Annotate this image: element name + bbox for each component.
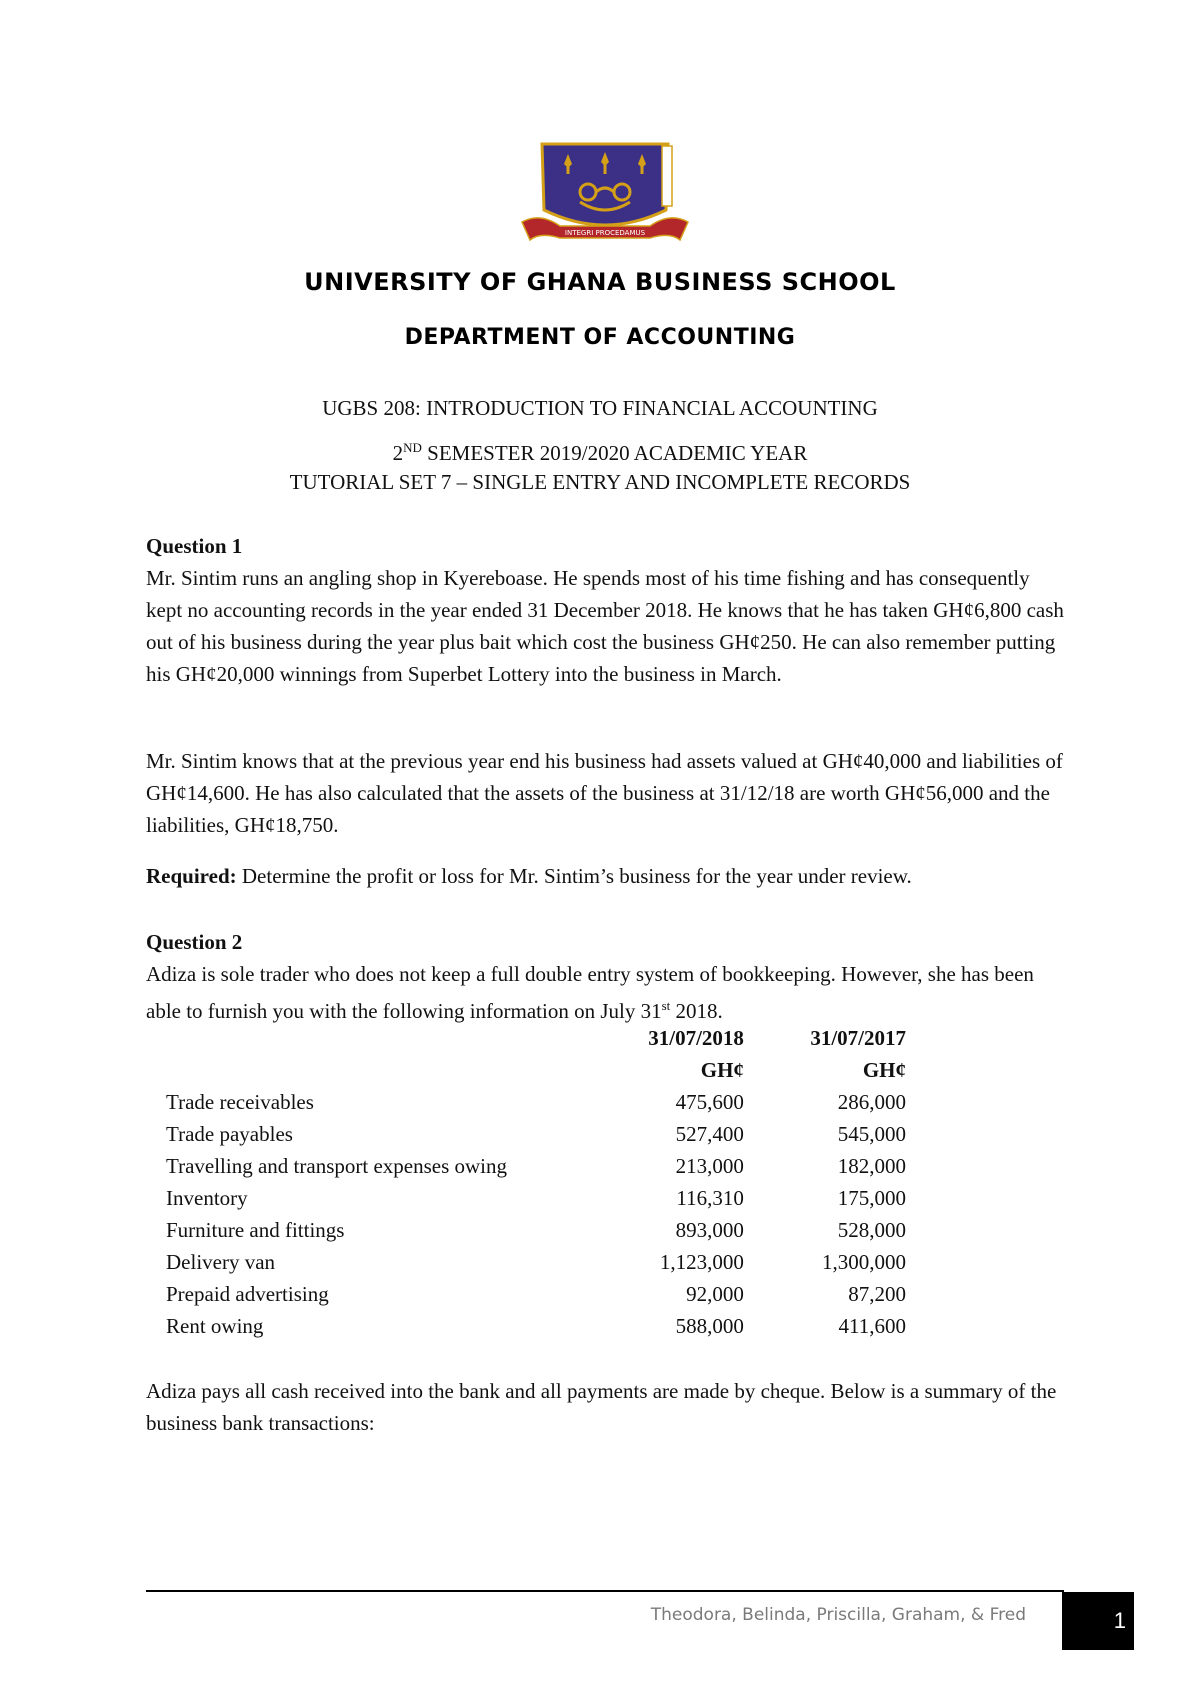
- question-2-intro: Adiza is sole trader who does not keep a full double entry system of bookkeeping. However, she has been able to furnish you with the following information on July 31: [146, 962, 1034, 1023]
- col-2018-unit: GH¢: [700, 1058, 744, 1082]
- table-row: [146, 1118, 906, 1150]
- col-2017-unit: GH¢: [862, 1058, 906, 1082]
- semester-ordinal: ND: [403, 440, 422, 455]
- value-2017: 411,600: [838, 1314, 906, 1338]
- value-2017: 545,000: [837, 1122, 906, 1146]
- row-label: Prepaid advertising: [166, 1282, 329, 1306]
- footer-authors: Theodora, Belinda, Priscilla, Graham, & Fred: [650, 1605, 1026, 1625]
- footer-divider: [146, 1590, 1064, 1592]
- row-label: Inventory: [166, 1186, 248, 1210]
- required-text: Determine the profit or loss for Mr. Sintim’s business for the year under review.: [236, 864, 912, 888]
- col-2017-date: 31/07/2017: [810, 1026, 906, 1050]
- question-1-paragraph-2: Mr. Sintim knows that at the previous year end his business had assets valued at GH¢40,000 and liabilities of GH¢14,600. He has also calculated that the assets of the business at 31/12/18 are worth GH¢56,000 and the liabilities, GH¢18,750.: [146, 749, 1063, 837]
- row-label: Trade payables: [166, 1122, 293, 1146]
- page-number: 1: [1062, 1592, 1134, 1650]
- table-row: [146, 1278, 906, 1310]
- question-1-title: Question 1: [146, 534, 243, 558]
- table-row: [146, 1150, 906, 1182]
- table-row: [146, 1246, 906, 1278]
- question-2-title: Question 2: [146, 930, 243, 954]
- course-title: UGBS 208: INTRODUCTION TO FINANCIAL ACCOUNTING: [322, 396, 878, 420]
- value-2018: 527,400: [675, 1122, 744, 1146]
- question-2-paragraph-1: [146, 958, 1066, 1027]
- value-2017: 87,200: [848, 1282, 906, 1306]
- question-2-intro-end: 2018.: [670, 999, 723, 1023]
- value-2017: 286,000: [837, 1090, 906, 1114]
- semester-text: SEMESTER 2019/2020 ACADEMIC YEAR: [421, 441, 808, 465]
- balances-table: [146, 1022, 906, 1342]
- value-2018: 116,310: [676, 1186, 744, 1210]
- table-header-row: [146, 1022, 906, 1054]
- value-2018: 475,600: [675, 1090, 744, 1114]
- table-row: [146, 1086, 906, 1118]
- question-1-required: [146, 860, 1066, 892]
- table-row: [146, 1310, 906, 1342]
- value-2018: 1,123,000: [659, 1250, 744, 1274]
- value-2018: 893,000: [675, 1218, 744, 1242]
- department-title: DEPARTMENT OF ACCOUNTING: [404, 325, 796, 350]
- value-2017: 175,000: [837, 1186, 906, 1210]
- row-label: Furniture and fittings: [166, 1218, 345, 1242]
- table-unit-row: [146, 1054, 906, 1086]
- value-2017: 182,000: [837, 1154, 906, 1178]
- value-2017: 528,000: [837, 1218, 906, 1242]
- tutorial-title: TUTORIAL SET 7 – SINGLE ENTRY AND INCOMPLETE RECORDS: [289, 470, 911, 494]
- value-2017: 1,300,000: [822, 1250, 906, 1274]
- semester-number: 2: [392, 441, 404, 465]
- table-row: [146, 1214, 906, 1246]
- required-label: Required:: [146, 864, 237, 888]
- row-label: Delivery van: [166, 1250, 276, 1274]
- university-crest-logo: [520, 140, 690, 255]
- col-2018-date: 31/07/2018: [648, 1026, 744, 1050]
- question-2-paragraph-2: Adiza pays all cash received into the bank and all payments are made by cheque. Below is a summary of the business bank transactions:: [146, 1379, 1057, 1435]
- row-label: Trade receivables: [166, 1090, 314, 1114]
- table-row: [146, 1182, 906, 1214]
- value-2018: 588,000: [675, 1314, 744, 1338]
- value-2018: 92,000: [686, 1282, 744, 1306]
- crest-motto: INTEGRI PROCEDAMUS: [564, 229, 646, 237]
- university-title: UNIVERSITY OF GHANA BUSINESS SCHOOL: [304, 268, 896, 296]
- value-2018: 213,000: [675, 1154, 744, 1178]
- semester-line: [0, 440, 1200, 466]
- question-1-paragraph-1: Mr. Sintim runs an angling shop in Kyereboase. He spends most of his time fishing and has consequently kept no accounting records in the year ended 31 December 2018. He knows that he has taken GH¢6,800 cash out of his business during the year plus bait which cost the business GH¢250. He can also remember putting his GH¢20,000 winnings from Superbet Lottery into the business in March.: [146, 566, 1064, 686]
- row-label: Travelling and transport expenses owing: [166, 1154, 508, 1178]
- date-ordinal: st: [661, 998, 671, 1013]
- row-label: Rent owing: [166, 1314, 264, 1338]
